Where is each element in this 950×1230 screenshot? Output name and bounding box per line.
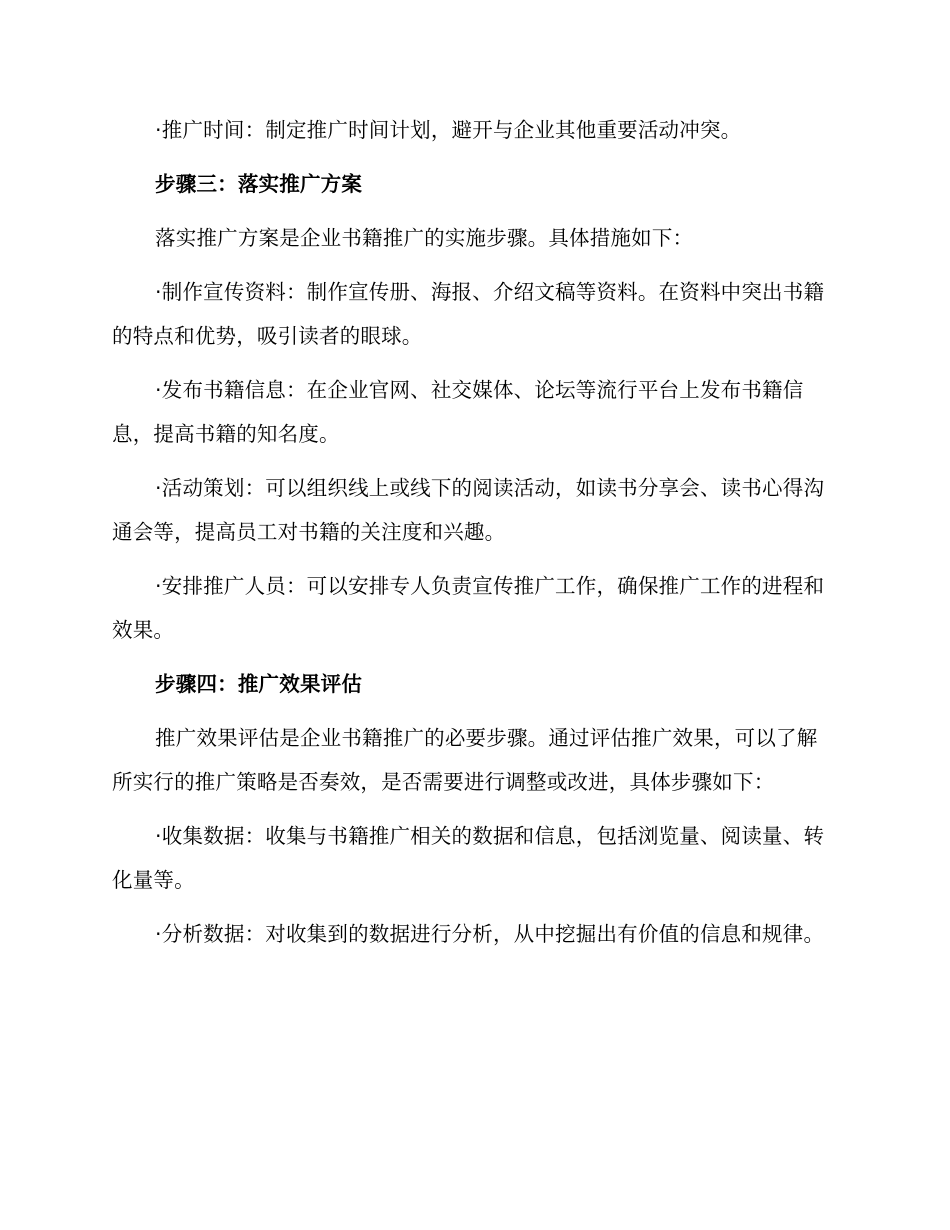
bullet-publish-info: ·发布书籍信息：在企业官网、社交媒体、论坛等流行平台上发布书籍信息，提高书籍的知名度。 <box>112 378 804 446</box>
step-four-heading: 步骤四：推广效果评估 <box>155 672 363 696</box>
document-body <box>112 108 828 966</box>
bullet-make-materials: ·制作宣传资料：制作宣传册、海报、介绍文稿等资料。在资料中突出书籍的特点和优势，吸引读者的眼球。 <box>112 280 825 348</box>
step-three-intro: 落实推广方案是企业书籍推广的实施步骤。具体措施如下： <box>155 226 694 250</box>
step-three-heading: 步骤三：落实推广方案 <box>155 172 363 196</box>
bullet-analyze-data: ·分析数据：对收集到的数据进行分析，从中挖掘出有价值的信息和规律。 <box>155 922 825 946</box>
bullet-collect-data: ·收集数据：收集与书籍推广相关的数据和信息，包括浏览量、阅读量、转化量等。 <box>112 824 825 892</box>
step-four-intro: 推广效果评估是企业书籍推广的必要步骤。通过评估推广效果，可以了解所实行的推广策略是否奏效，是否需要进行调整或改进，具体步骤如下： <box>112 726 818 794</box>
bullet-promotion-staff: ·安排推广人员：可以安排专人负责宣传推广工作，确保推广工作的进程和效果。 <box>112 574 825 642</box>
bullet-activity-planning: ·活动策划：可以组织线上或线下的阅读活动，如读书分享会、读书心得沟通会等，提高员工对书籍的关注度和兴趣。 <box>112 476 825 544</box>
bullet-promotion-time: ·推广时间：制定推广时间计划，避开与企业其他重要活动冲突。 <box>155 118 742 142</box>
